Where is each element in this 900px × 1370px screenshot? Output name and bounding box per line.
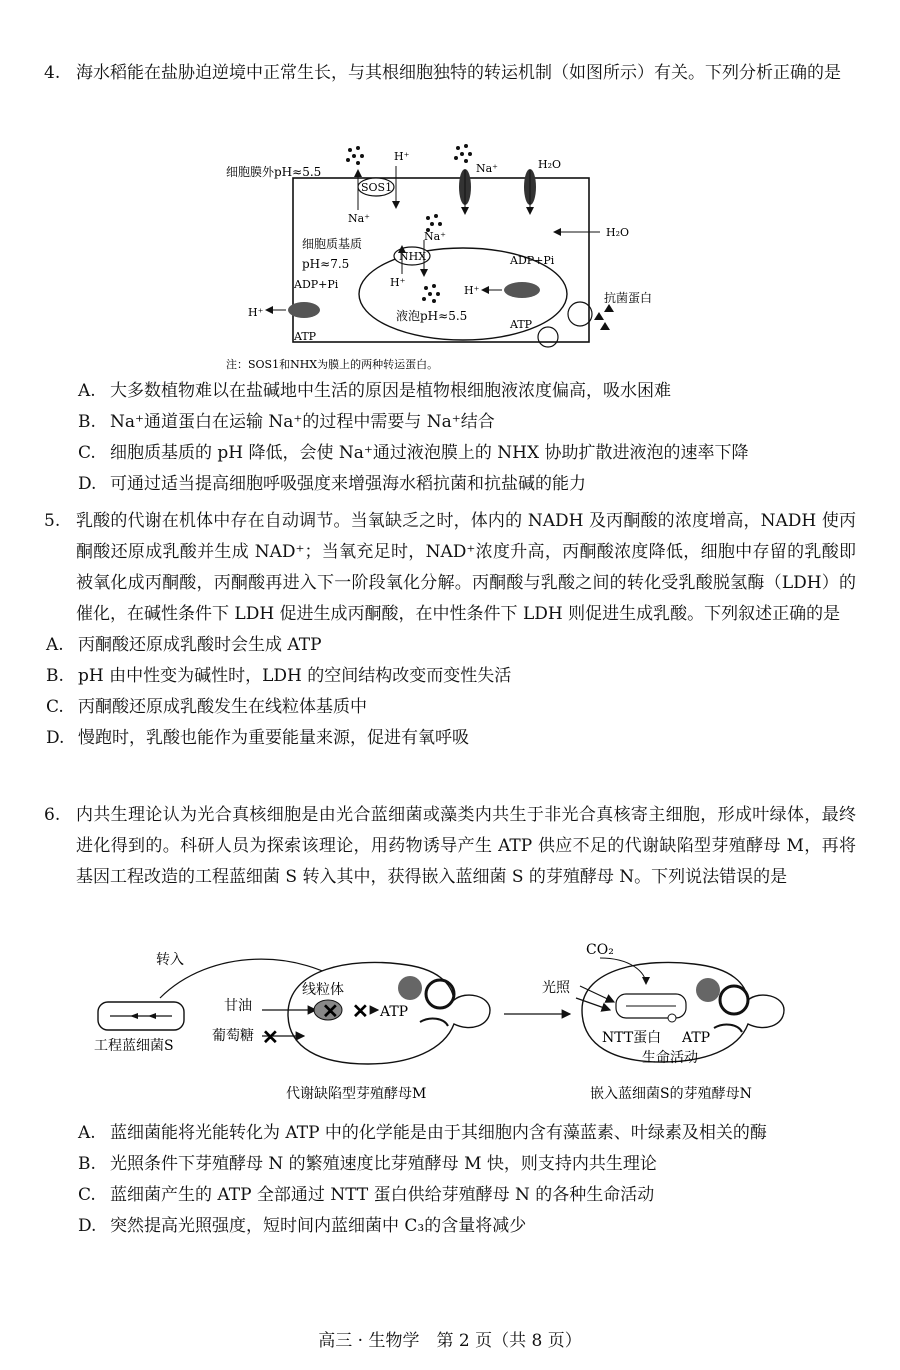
cross-mark-3: ✕ bbox=[352, 999, 369, 1023]
yeast-m-label: 代谢缺陷型芽殖酵母M bbox=[286, 1086, 427, 1102]
adp-pi-label: ADP+Pi bbox=[510, 254, 555, 267]
na-plus-label-2: Na⁺ bbox=[476, 162, 498, 175]
question-6-options bbox=[44, 1118, 856, 1242]
glycerol-label: 甘油 bbox=[224, 998, 252, 1014]
glucose-label: 葡萄糖 bbox=[212, 1028, 254, 1044]
h-plus-label-4: H⁺ bbox=[248, 306, 264, 319]
option-d[interactable]: D. 可通过适当提高细胞呼吸强度来增强海水稻抗菌和抗盐碱的能力 bbox=[78, 474, 586, 494]
organelle-1 bbox=[398, 976, 422, 1000]
question-number: 5. bbox=[44, 511, 61, 531]
yeast-n-label: 嵌入蓝细菌S的芽殖酵母N bbox=[590, 1086, 752, 1102]
antibacterial-label: 抗菌蛋白 bbox=[604, 291, 653, 305]
page-footer: 高三 · 生物学 第 2 页（共 8 页） bbox=[318, 1331, 582, 1351]
option-d[interactable]: D. 突然提高光照强度，短时间内蓝细菌中 C₃的含量将减少 bbox=[78, 1216, 527, 1236]
h-plus-label-3: H⁺ bbox=[464, 284, 480, 297]
option-b[interactable]: B. pH 由中性变为碱性时，LDH 的空间结构改变而变性失活 bbox=[46, 666, 512, 686]
option-c[interactable]: C. 细胞质基质的 pH 降低，会使 Na⁺通过液泡膜上的 NHX 协助扩散进液泡的速率下降 bbox=[78, 443, 749, 463]
organelle-4 bbox=[696, 978, 720, 1002]
question-number: 4. bbox=[44, 63, 61, 83]
atp-label: ATP bbox=[380, 1004, 409, 1020]
question-4-options bbox=[44, 376, 856, 500]
nhx-label: NHX bbox=[399, 250, 427, 263]
figure1-note: 注：SOS1和NHX为膜上的两种转运蛋白。 bbox=[226, 358, 439, 371]
transfer-label: 转入 bbox=[156, 952, 184, 968]
question-4 bbox=[44, 58, 856, 89]
h2o-label: H₂O bbox=[538, 158, 562, 171]
mitochondria-label: 线粒体 bbox=[302, 982, 344, 998]
atp-label-2: ATP bbox=[294, 330, 317, 343]
membrane-h-pump bbox=[288, 302, 320, 318]
figure-endosymbiosis bbox=[90, 938, 840, 1110]
option-b[interactable]: B. Na⁺通道蛋白在运输 Na⁺的过程中需要与 Na⁺结合 bbox=[78, 412, 495, 432]
h-plus-label-2: H⁺ bbox=[390, 276, 406, 289]
question-5 bbox=[44, 506, 856, 754]
question-stem: 海水稻能在盐胁迫逆境中正常生长，与其根细胞独特的转运机制（如图所示）有关。下列分析正确的是 bbox=[76, 63, 841, 83]
cross-mark: ✕ bbox=[262, 1025, 279, 1049]
h-plus-label: H⁺ bbox=[394, 150, 410, 163]
cytosol-ph: pH≈7.5 bbox=[302, 257, 350, 271]
vesicle-2 bbox=[538, 327, 558, 347]
adp-pi-label-2: ADP+Pi bbox=[294, 278, 339, 291]
sos1-label: SOS1 bbox=[361, 181, 393, 194]
atp-label-2: ATP bbox=[682, 1030, 711, 1046]
eng-cyano-label: 工程蓝细菌S bbox=[94, 1038, 174, 1054]
question-number: 6. bbox=[44, 805, 61, 825]
atp-label: ATP bbox=[510, 318, 533, 331]
ntt-label: NTT蛋白 bbox=[602, 1030, 662, 1046]
option-a[interactable]: A. 丙酮酸还原成乳酸时会生成 ATP bbox=[46, 635, 322, 655]
option-d[interactable]: D. 慢跑时，乳酸也能作为重要能量来源，促进有氧呼吸 bbox=[46, 728, 469, 748]
light-label: 光照 bbox=[542, 980, 570, 996]
option-a[interactable]: A. 大多数植物难以在盐碱地中生活的原因是植物根细胞液浓度偏高，吸水困难 bbox=[78, 381, 671, 401]
vacuole-ph: 液泡pH≈5.5 bbox=[396, 309, 468, 323]
figure-salt-transport bbox=[218, 142, 668, 374]
question-stem: 乳酸的代谢在机体中存在自动调节。当氧缺乏之时，体内的 NADH 及丙酮酸的浓度增高，NADH 使丙酮酸还原成乳酸并生成 NAD⁺；当氧充足时，NAD⁺浓度升高，丙酮酸浓度降低，细胞中存留的乳酸即被氧化成丙酮酸，丙酮酸再进入下一阶段氧化分解。丙酮酸与乳酸之间的转化受乳酸脱氢酶（LDH）的催化，在碱性条件下 LDH 促进生成丙酮酸，在中性条件下 LDH 则促进生成乳酸。下列叙述正确的是 bbox=[76, 511, 856, 624]
outside-ph-label: 细胞膜外pH≈5.5 bbox=[226, 165, 322, 179]
option-c[interactable]: C. 蓝细菌产生的 ATP 全部通过 NTT 蛋白供给芽殖酵母 N 的各种生命活动 bbox=[78, 1185, 655, 1205]
option-a[interactable]: A. 蓝细菌能将光能转化为 ATP 中的化学能是由于其细胞内含有藻蓝素、叶绿素及相关的酶 bbox=[78, 1123, 767, 1143]
vacuole-h-pump bbox=[504, 282, 540, 298]
na-plus-label: Na⁺ bbox=[348, 212, 370, 225]
question-6 bbox=[44, 800, 856, 893]
option-b[interactable]: B. 光照条件下芽殖酵母 N 的繁殖速度比芽殖酵母 M 快，则支持内共生理论 bbox=[78, 1154, 657, 1174]
cytosol-label: 细胞质基质 bbox=[302, 237, 363, 251]
life-activity-label: 生命活动 bbox=[642, 1050, 698, 1066]
cross-mark-2: ✕ bbox=[322, 999, 339, 1023]
question-stem: 内共生理论认为光合真核细胞是由光合蓝细菌或藻类内共生于非光合真核寄主细胞，形成叶绿体，最终进化得到的。科研人员为探索该理论，用药物诱导产生 ATP 供应不足的代谢缺陷型芽殖酵母 M，再将基因工程改造的工程蓝细菌 S 转入其中，获得嵌入蓝细菌 S 的芽殖酵母 N。下列说法错误的是 bbox=[76, 805, 856, 887]
h2o-label-2: H₂O bbox=[606, 226, 630, 239]
co2-label: CO₂ bbox=[586, 942, 614, 958]
option-c[interactable]: C. 丙酮酸还原成乳酸发生在线粒体基质中 bbox=[46, 697, 367, 717]
na-plus-label-3: Na⁺ bbox=[424, 230, 446, 243]
